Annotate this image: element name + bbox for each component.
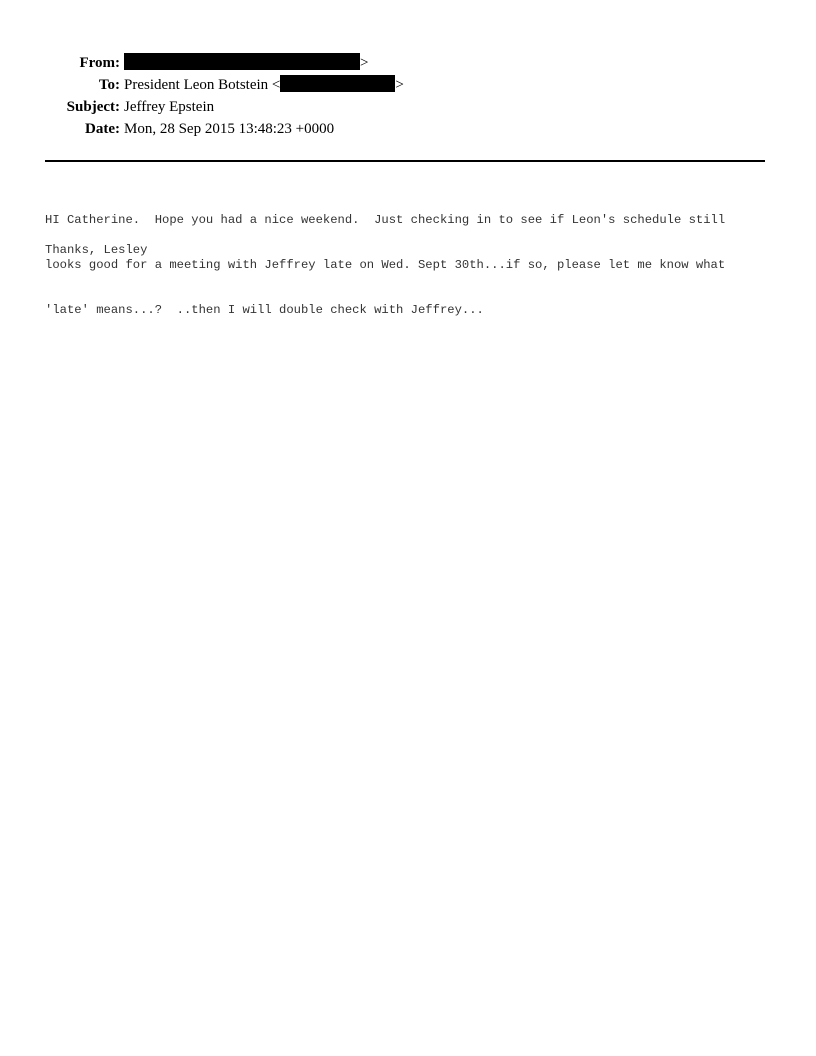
to-name: President Leon Botstein <	[124, 77, 281, 93]
redaction-block	[280, 75, 395, 92]
subject-label: Subject:	[66, 99, 120, 115]
body-line: HI Catherine. Hope you had a nice weekend. Just checking in to see if Leon's schedule still	[45, 213, 726, 227]
header-divider	[45, 160, 765, 162]
date-value: Mon, 28 Sep 2015 13:48:23 +0000	[124, 121, 335, 137]
to-value	[124, 74, 404, 96]
from-label: From:	[79, 55, 120, 71]
subject-value: Jeffrey Epstein	[124, 99, 215, 115]
email-body	[45, 183, 785, 333]
to-label: To:	[98, 77, 120, 93]
date-label: Date:	[85, 121, 120, 137]
body-line: 'late' means...? ..then I will double check with Jeffrey...	[45, 303, 484, 317]
from-close-bracket: >	[360, 55, 369, 71]
from-value	[124, 52, 368, 74]
redaction-block	[124, 53, 360, 70]
body-line: looks good for a meeting with Jeffrey late on Wed. Sept 30th...if so, please let me know what	[45, 258, 726, 272]
email-signoff: Thanks, Lesley	[45, 243, 148, 257]
to-close-bracket: >	[395, 77, 404, 93]
